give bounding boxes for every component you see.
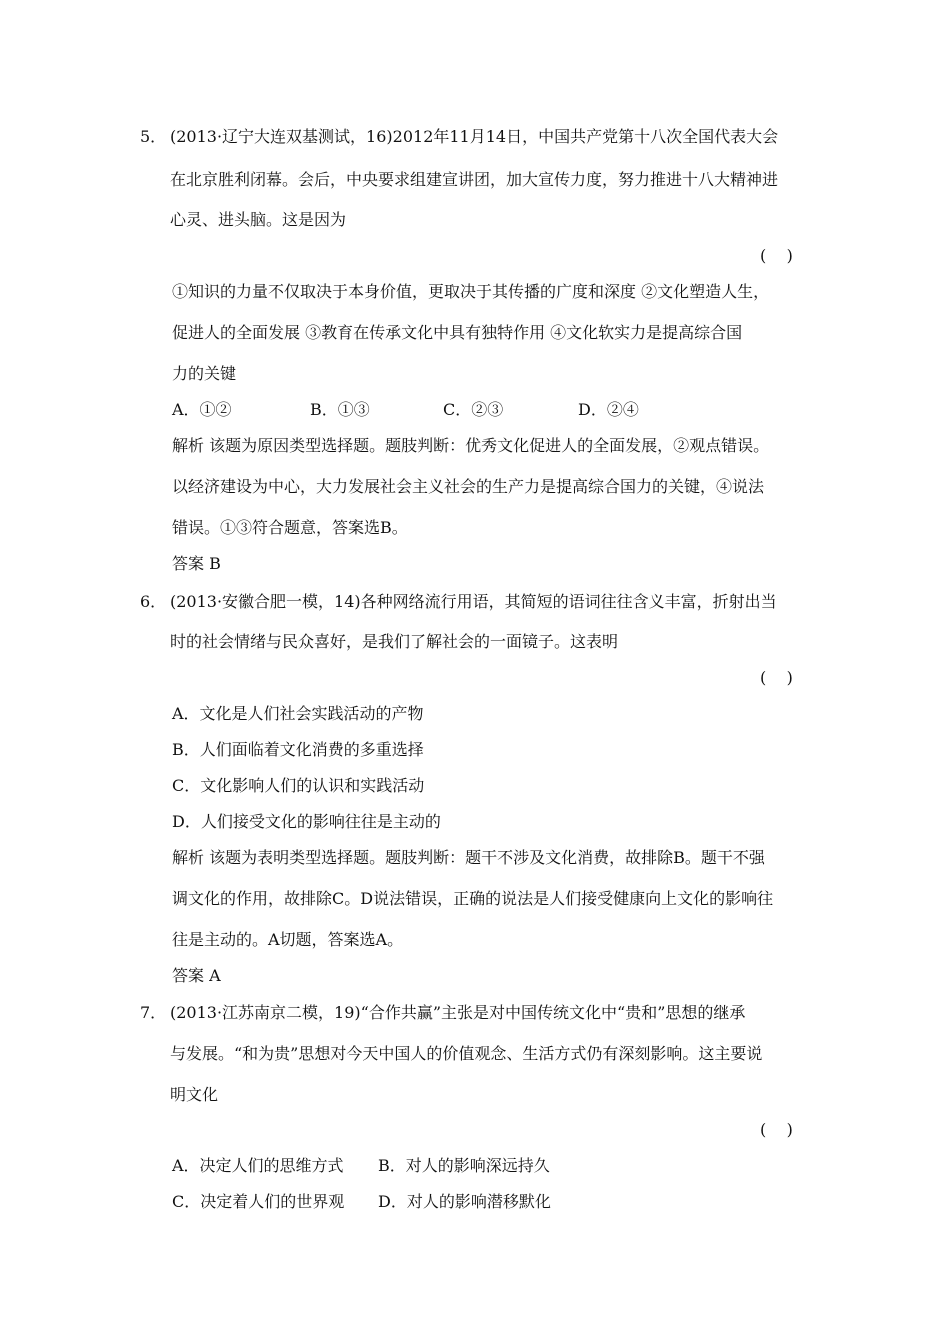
question-6-stem-line-2: 时的社会情绪与民众喜好，是我们了解社会的一面镜子。这表明	[170, 632, 619, 651]
question-6-stem-line-1: (2013·安徽合肥一模，14)各种网络流行用语，其简短的语词往往含义丰富，折射出当	[170, 592, 777, 611]
question-5-answer-parentheses: ( )	[760, 246, 793, 265]
question-5-statements-line-1: ①知识的力量不仅取决于本身价值，更取决于其传播的广度和深度 ②文化塑造人生，	[172, 282, 770, 301]
question-5-option-c: C．②③	[443, 400, 504, 419]
question-6-analysis-line-3: 往是主动的。A切题，答案选A。	[172, 930, 404, 949]
question-7-option-d: D．对人的影响潜移默化	[378, 1192, 551, 1211]
question-7-option-a: A．决定人们的思维方式	[172, 1156, 344, 1175]
question-6-option-d: D．人们接受文化的影响往往是主动的	[172, 812, 441, 831]
question-7-option-b: B．对人的影响深远持久	[378, 1156, 550, 1175]
question-5-stem-line-1: (2013·辽宁大连双基测试，16)2012年11月14日，中国共产党第十八次全国代表大会	[170, 127, 779, 146]
question-5-number: 5．	[140, 127, 167, 146]
question-5-option-b: B．①③	[310, 400, 370, 419]
question-5-analysis-line-3: 错误。①③符合题意，答案选B。	[172, 518, 408, 537]
question-6-answer: 答案 A	[172, 966, 221, 985]
question-7-answer-parentheses: ( )	[760, 1120, 793, 1139]
question-5-analysis-line-2: 以经济建设为中心，大力发展社会主义社会的生产力是提高综合国力的关键，④说法	[172, 477, 765, 496]
question-5-analysis-line-1: 解析 该题为原因类型选择题。题肢判断：优秀文化促进人的全面发展，②观点错误。	[172, 436, 770, 455]
question-7-number: 7．	[140, 1003, 167, 1022]
question-6-analysis-line-1: 解析 该题为表明类型选择题。题肢判断：题干不涉及文化消费，故排除B。题干不强	[172, 848, 765, 867]
question-6-answer-parentheses: ( )	[760, 668, 793, 687]
question-5-statements-line-2: 促进人的全面发展 ③教育在传承文化中具有独特作用 ④文化软实力是提高综合国	[172, 323, 743, 342]
question-7-stem-line-2: 与发展。“和为贵”思想对今天中国人的价值观念、生活方式仍有深刻影响。这主要说	[170, 1044, 763, 1063]
question-6-option-a: A．文化是人们社会实践活动的产物	[172, 704, 424, 723]
question-7-stem-line-1: (2013·江苏南京二模，19)“合作共赢”主张是对中国传统文化中“贵和”思想的继承	[170, 1003, 746, 1022]
question-6-option-c: C．文化影响人们的认识和实践活动	[172, 776, 425, 795]
question-7-option-c: C．决定着人们的世界观	[172, 1192, 345, 1211]
question-5-option-d: D．②④	[578, 400, 639, 419]
question-6-number: 6．	[140, 592, 167, 611]
question-5-stem-line-2: 在北京胜利闭幕。会后，中央要求组建宣讲团，加大宣传力度，努力推进十八大精神进	[170, 170, 779, 189]
question-5-option-a: A．①②	[172, 400, 232, 419]
question-7-stem-line-3: 明文化	[170, 1085, 219, 1104]
question-6-analysis-line-2: 调文化的作用，故排除C。D说法错误，正确的说法是人们接受健康向上文化的影响往	[172, 889, 774, 908]
question-6-option-b: B．人们面临着文化消费的多重选择	[172, 740, 424, 759]
question-5-answer: 答案 B	[172, 554, 221, 573]
question-5-statements-line-3: 力的关键	[172, 364, 237, 383]
question-5-stem-line-3: 心灵、进头脑。这是因为	[170, 210, 347, 229]
